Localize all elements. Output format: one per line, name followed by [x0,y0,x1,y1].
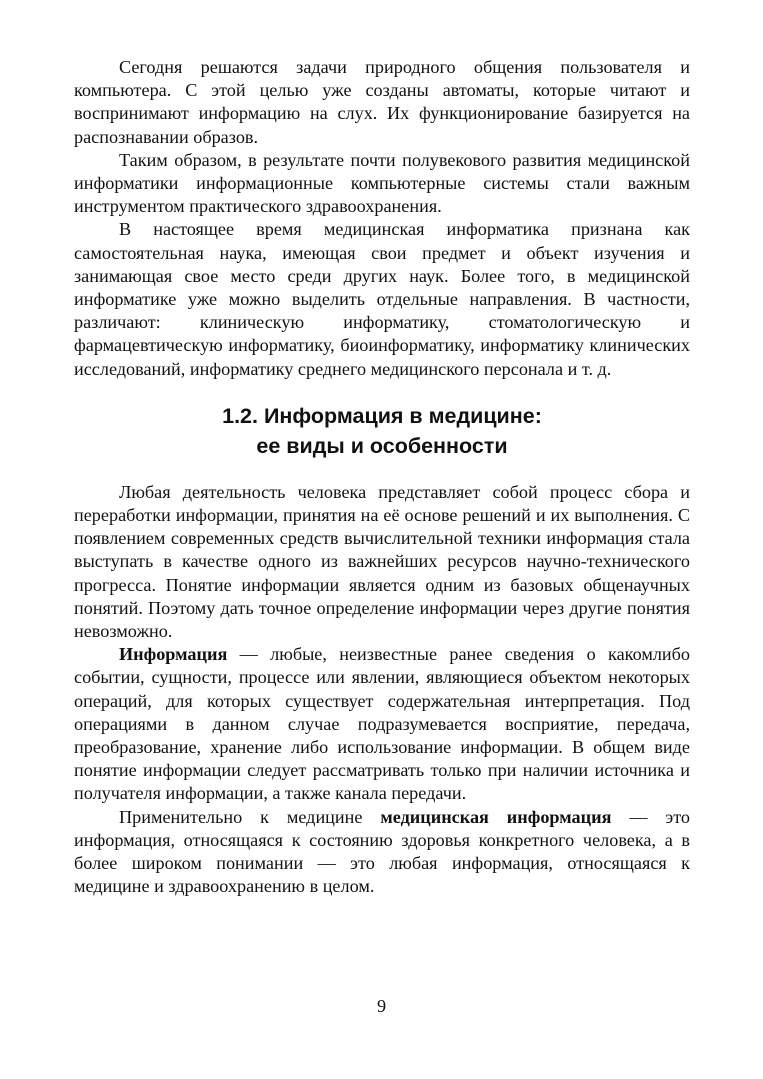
section-heading-line-2: ее виды и особенности [256,433,508,458]
paragraph-definition-medical-information [74,806,690,899]
paragraph-human-activity: Любая деятельность человека представляет собой процесс сбора и переработки информации, принятия на её основе решений и их выполнения. С появлением современных средств вычислительной техники информация стала выступать в качестве одного из важнейших ресурсов научно-технического прогресса. Понятие информации является одним из базовых общенаучных понятий. Поэтому дать точное определение информации через другие понятия невозможно. [74,481,690,642]
paragraph-definition-information [74,643,690,805]
term-information: Информация [119,644,228,665]
definition-medical-prefix: Применительно к медицине [119,806,381,827]
definition-medical-text: — это информация, относящаяся к состоянию здоровья конкретного человека, а в более широком понимании — это любая информация, относящаяся к медицине и здравоохранению в целом. [74,806,690,897]
section-heading-line-1: 1.2. Информация в медицине: [222,403,542,428]
term-medical-information: медицинская информация [380,806,612,827]
definition-information-text: — любые, неизвестные ранее сведения о какомлибо событии, сущности, процессе или явлении, являющиеся объектом некоторых операций, для которых существует содержательная интерпретация. Под операциями в данном случае подразумевается восприятие, передача, преобразование, хранение либо использование информации. В общем виде понятие информации следует рассматривать только при наличии источника и получателя информации, а также канала передачи. [74,644,690,804]
paragraph-half-century-development: Таким образом, в результате почти полувекового развития медицинской информатики информационные компьютерные системы стали важным инструментом практического здравоохранения. [74,149,690,217]
paragraph-natural-communication: Сегодня решаются задачи природного общения пользователя и компьютера. С этой целью уже созданы автоматы, которые читают и воспринимают информацию на слух. Их функционирование базируется на распознавании образов. [74,57,690,147]
section-heading [74,401,690,461]
page-body [74,56,690,899]
paragraph-medical-informatics-science: В настоящее время медицинская информатика признана как самостоятельная наука, имеющая свои предмет и объект изучения и занимающая свое место среди других наук. Более того, в медицинской информатике уже можно выделить отдельные направления. В частности, различают: клиническую информатику, стоматологическую и фармацевтическую информатику, биоинформатику, информатику клинических исследований, информатику среднего медицинского персонала и т. д. [74,219,690,379]
page-number: 9 [376,996,387,1016]
